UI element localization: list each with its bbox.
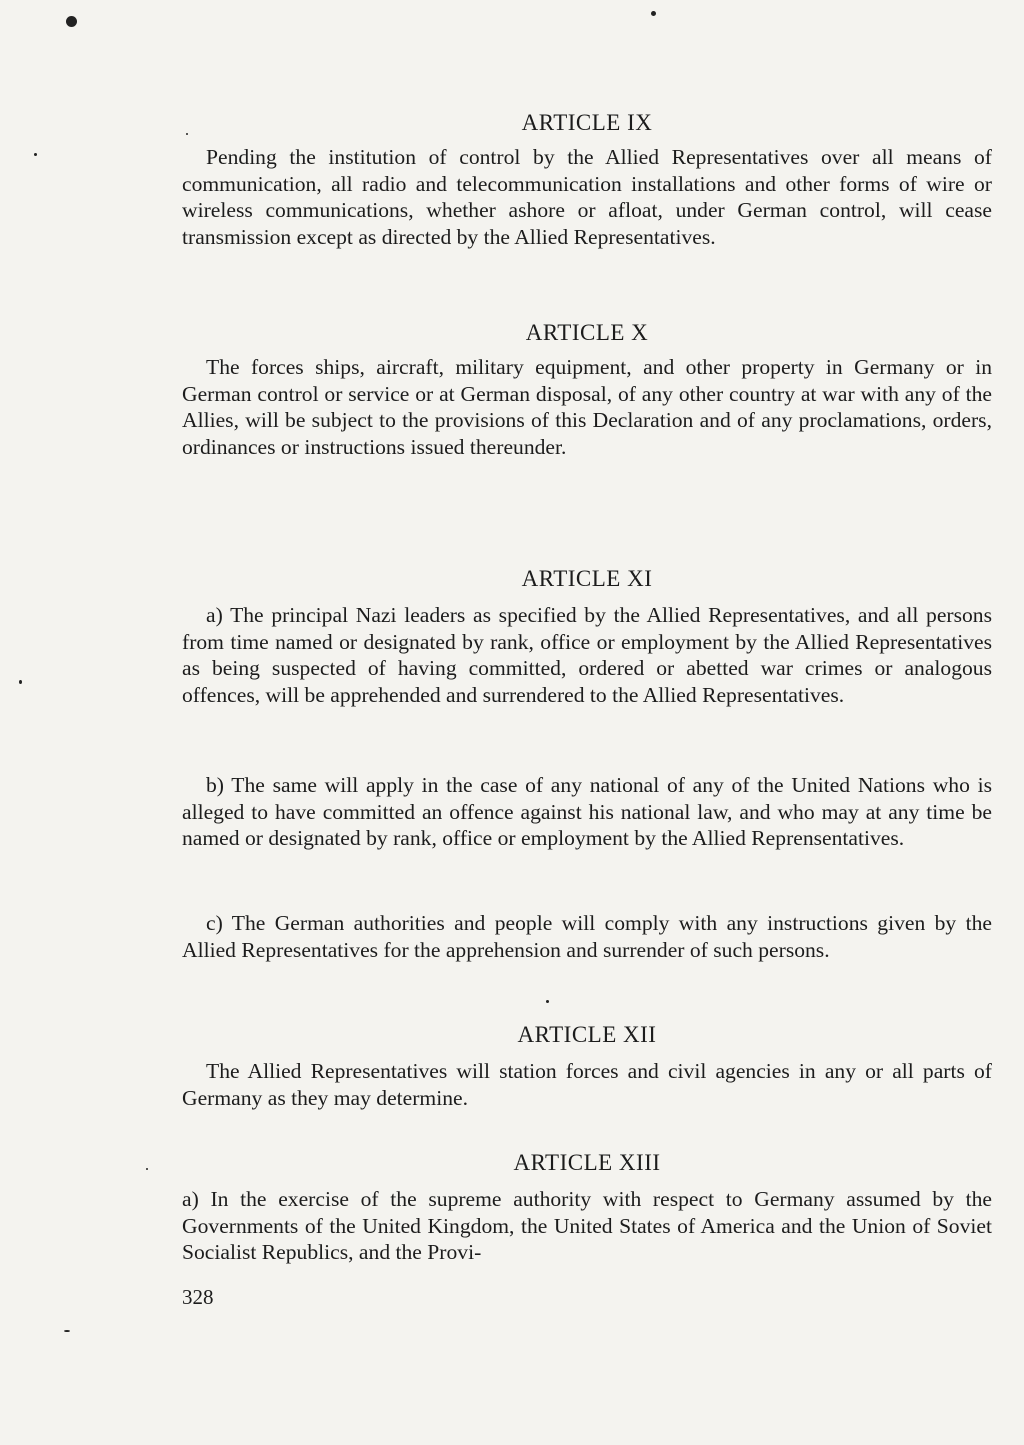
article-xii (182, 1022, 992, 1111)
article-paragraph: The Allied Representatives will station forces and civil agencies in any or all parts of Germany as they may determine. (182, 1059, 992, 1110)
article-xi-b (182, 772, 992, 852)
article-heading: ARTICLE XIII (513, 1150, 661, 1175)
scan-speck (651, 11, 656, 16)
article-xiii (182, 1150, 992, 1266)
article-paragraph: c) The German authorities and people will comply with any instructions given by the Allied Representatives for the apprehension and surrender of such persons. (182, 911, 992, 962)
scan-speck (19, 680, 22, 684)
article-heading: ARTICLE X (525, 320, 649, 345)
scan-speck (146, 1168, 148, 1170)
scan-speck (66, 16, 77, 27)
scan-speck (64, 1330, 70, 1332)
article-xi (182, 566, 992, 708)
page-number: 328 (182, 1285, 214, 1309)
article-paragraph: a) The principal Nazi leaders as specified by the Allied Representatives, and all persons from time named or designated by rank, office or employment by the Allied Representatives as being suspected of having committed, ordered or abetted war crimes or analogous offences, will be apprehended and surrendered to the Allied Representatives. (182, 603, 992, 707)
article-paragraph: a) In the exercise of the supreme authority with respect to Germany assumed by the Governments of the United Kingdom, the United States of America and the Union of Soviet Socialist Republics, and the Provi- (182, 1187, 992, 1264)
article-ix (182, 110, 992, 250)
article-xi-c (182, 910, 992, 963)
article-paragraph: The forces ships, aircraft, military equipment, and other property in Germany or in German control or service or at German disposal, of any other country at war with any of the Allies, will be subject to the provisions of this Declaration and of any proclamations, orders, ordinances or instructions issued thereunder. (182, 355, 992, 459)
article-paragraph: b) The same will apply in the case of any national of any of the United Nations who is alleged to have committed an offence against his national law, and who may at any time be named or designated by rank, office or employment by the Allied Reprensentatives. (182, 773, 992, 850)
article-paragraph: Pending the institution of control by the Allied Representatives over all means of communication, all radio and telecommunication installations and other forms of wire or wireless communications, whether ashore or afloat, under German control, will cease transmission except as directed by the Allied Representatives. (182, 145, 992, 249)
scan-speck (546, 1000, 549, 1003)
article-heading: ARTICLE XII (517, 1022, 657, 1047)
article-heading: ARTICLE XI (521, 566, 653, 591)
scan-speck (34, 153, 37, 156)
article-x (182, 320, 992, 460)
article-heading: ARTICLE IX (521, 110, 653, 135)
